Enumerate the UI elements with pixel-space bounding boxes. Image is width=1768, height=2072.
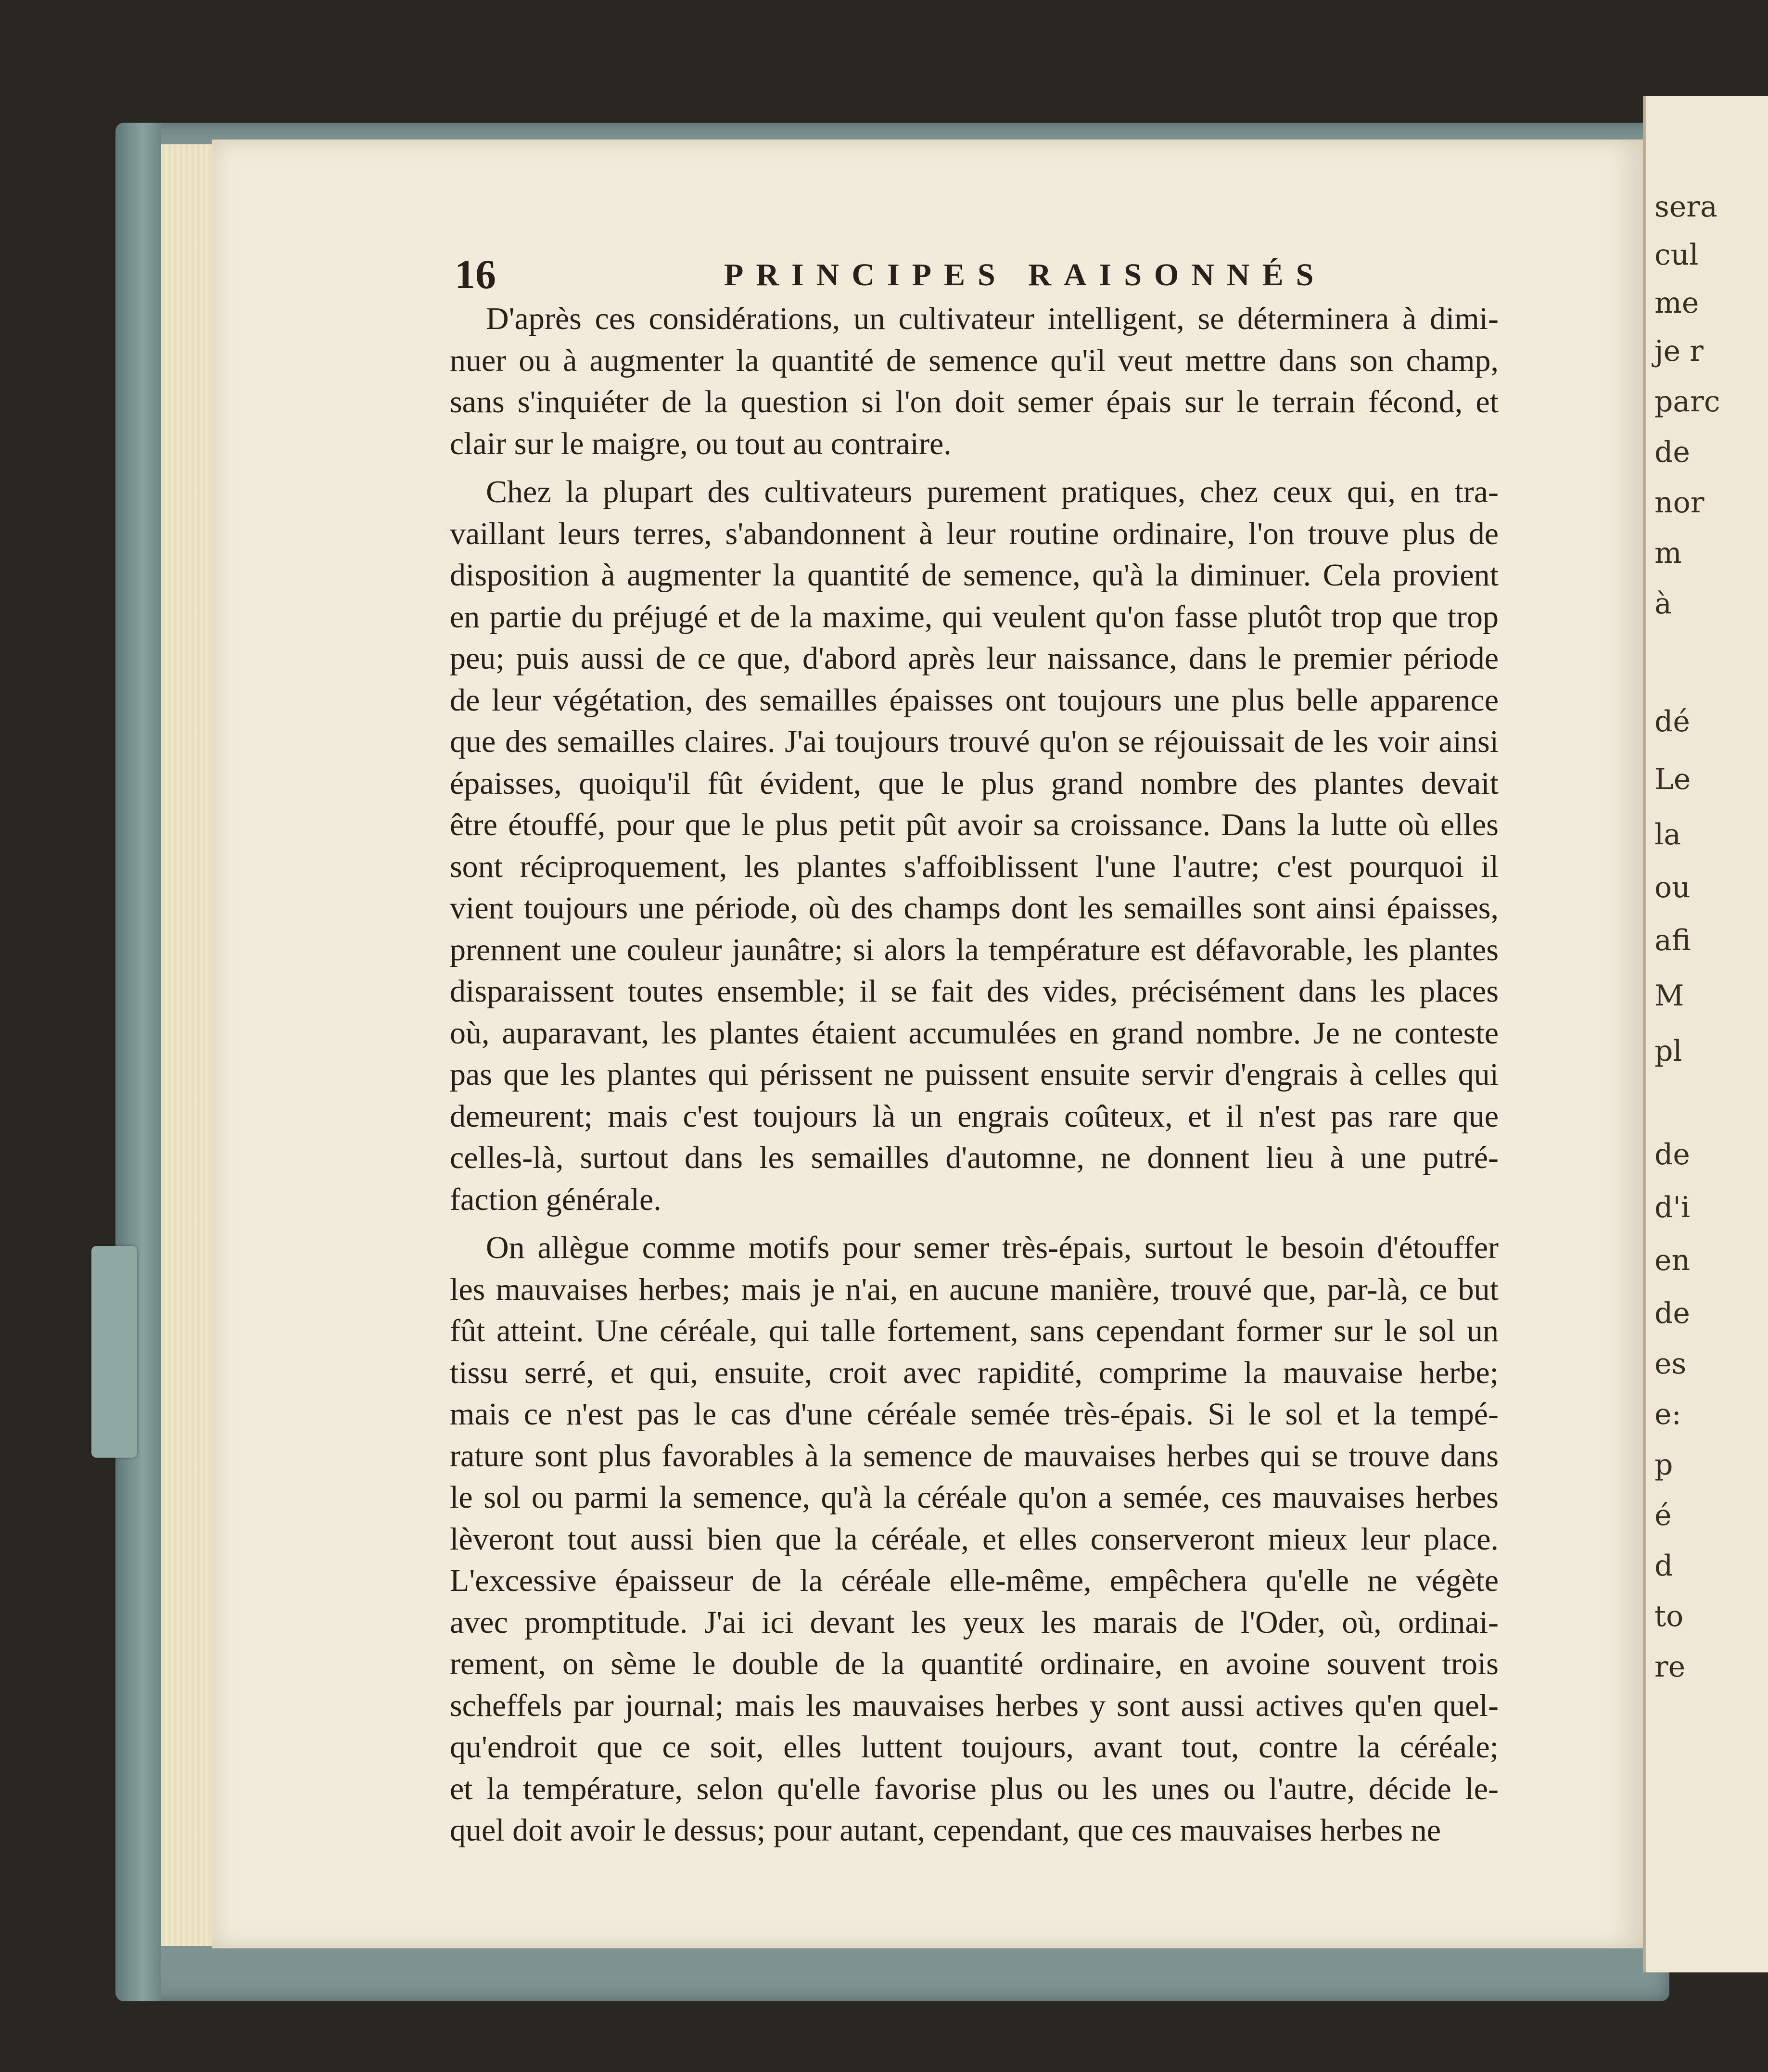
facing-page-fragment: e: bbox=[1654, 1398, 1681, 1431]
facing-page-fragment: pl bbox=[1654, 1034, 1682, 1068]
bookmark-ribbon bbox=[91, 1246, 137, 1458]
text-line: rature sont plus favorables à la semence de mauvaises herbes qui se trouve dans bbox=[450, 1438, 1499, 1474]
running-title: PRINCIPES RAISONNÉS bbox=[724, 257, 1326, 292]
facing-page-fragment: cul bbox=[1654, 238, 1699, 272]
text-line: et la température, selon qu'elle favorise plus ou les unes ou l'autre, décide le- bbox=[450, 1771, 1499, 1806]
facing-page-fragment: à bbox=[1654, 587, 1672, 621]
text-line: mais ce n'est pas le cas d'une céréale semée très-épais. Si le sol et la tempé- bbox=[450, 1397, 1499, 1432]
text-line: en partie du préjugé et de la maxime, qui veulent qu'on fasse plutôt trop que trop bbox=[450, 599, 1499, 635]
facing-page-fragment: je r bbox=[1654, 334, 1704, 368]
facing-page-fragment: es bbox=[1654, 1347, 1687, 1381]
text-line: vaillant leurs terres, s'abandonnent à leur routine ordinaire, l'on trouve plus de bbox=[450, 516, 1499, 551]
paragraph bbox=[450, 471, 1499, 1220]
page-header bbox=[455, 250, 1513, 303]
facing-page-fragment: M bbox=[1654, 979, 1684, 1013]
facing-page-fragment: la bbox=[1654, 818, 1681, 852]
facing-page-fragment: parc bbox=[1654, 385, 1720, 419]
facing-page-fragment: Le bbox=[1654, 763, 1691, 796]
page-stack-edge bbox=[161, 144, 212, 1946]
text-line: faction générale. bbox=[450, 1182, 661, 1217]
text-line: clair sur le maigre, ou tout au contraire. bbox=[450, 426, 952, 461]
text-line: quel doit avoir le dessus; pour autant, cependant, que ces mauvaises herbes ne bbox=[450, 1813, 1441, 1848]
text-line: le sol ou parmi la semence, qu'à la céréale qu'on a semée, ces mauvaises herbes bbox=[450, 1480, 1499, 1515]
text-line: celles-là, surtout dans les semailles d'automne, ne donnent lieu à une putré- bbox=[450, 1140, 1499, 1175]
text-line: être étouffé, pour que le plus petit pût avoir sa croissance. Dans la lutte où elles bbox=[450, 807, 1499, 842]
paragraph bbox=[450, 1227, 1499, 1852]
text-line: On allègue comme motifs pour semer très-épais, surtout le besoin d'étouffer bbox=[486, 1230, 1499, 1265]
text-line: prennent une couleur jaunâtre; si alors la température est défavorable, les plantes bbox=[450, 932, 1499, 967]
body-text bbox=[450, 298, 1499, 1852]
facing-page-fragment: de bbox=[1654, 1297, 1690, 1330]
text-line: sans s'inquiéter de la question si l'on doit semer épais sur le terrain fécond, et bbox=[450, 384, 1499, 419]
text-line: sont réciproquement, les plantes s'affoiblissent l'une l'autre; c'est pourquoi il bbox=[450, 849, 1499, 884]
facing-page-fragment: to bbox=[1654, 1600, 1684, 1633]
text-line: vient toujours une période, où des champs dont les semailles sont ainsi épaisses, bbox=[450, 890, 1499, 926]
text-line: disparaissent toutes ensemble; il se fait des vides, précisément dans les places bbox=[450, 974, 1499, 1009]
facing-page-fragment: d bbox=[1654, 1549, 1673, 1583]
facing-page-fragment: ou bbox=[1654, 871, 1691, 904]
text-line: de leur végétation, des semailles épaisses ont toujours une plus belle apparence bbox=[450, 682, 1499, 718]
text-line: les mauvaises herbes; mais je n'ai, en aucune manière, trouvé que, par-là, ce but bbox=[450, 1271, 1499, 1307]
text-line: demeurent; mais c'est toujours là un engrais coûteux, et il n'est pas rare que bbox=[450, 1098, 1499, 1134]
facing-page-fragment: é bbox=[1654, 1499, 1672, 1532]
text-line: épaisses, quoiqu'il fût évident, que le plus grand nombre des plantes devait bbox=[450, 765, 1499, 801]
facing-page-fragment: me bbox=[1654, 286, 1699, 320]
text-line: qu'endroit que ce soit, elles luttent toujours, avant tout, contre la céréale; bbox=[450, 1729, 1499, 1765]
cover-spine-edge bbox=[115, 123, 161, 2001]
text-line: peu; puis aussi de ce que, d'abord après leur naissance, dans le premier période bbox=[450, 641, 1499, 676]
facing-page-fragment: p bbox=[1654, 1448, 1673, 1482]
text-line: scheffels par journal; mais les mauvaises herbes y sont aussi actives qu'en quel- bbox=[450, 1688, 1499, 1723]
facing-page-fragment: sera bbox=[1654, 190, 1717, 224]
text-line: rement, on sème le double de la quantité ordinaire, en avoine souvent trois bbox=[450, 1646, 1499, 1681]
text-line: disposition à augmenter la quantité de semence, qu'à la diminuer. Cela provient bbox=[450, 558, 1499, 593]
text-line: D'après ces considérations, un cultivateur intelligent, se déterminera à dimi- bbox=[486, 301, 1499, 336]
text-line: où, auparavant, les plantes étaient accumulées en grand nombre. Je ne conteste bbox=[450, 1015, 1499, 1051]
facing-page-fragment: re bbox=[1654, 1650, 1686, 1684]
page-number: 16 bbox=[455, 251, 496, 297]
facing-page-fragment: nor bbox=[1654, 486, 1704, 520]
facing-page-fragment: en bbox=[1654, 1244, 1691, 1277]
facing-page-fragment: de bbox=[1654, 1138, 1690, 1171]
text-line: L'excessive épaisseur de la céréale elle-même, empêchera qu'elle ne végète bbox=[450, 1563, 1499, 1598]
text-line: pas que les plantes qui périssent ne puissent ensuite servir d'engrais à celles qui bbox=[450, 1057, 1499, 1092]
text-line: tissu serré, et qui, ensuite, croit avec rapidité, comprime la mauvaise herbe; bbox=[450, 1355, 1499, 1390]
text-line: Chez la plupart des cultivateurs purement pratiques, chez ceux qui, en tra- bbox=[486, 474, 1499, 509]
text-line: lèveront tout aussi bien que la céréale, et elles conserveront mieux leur place. bbox=[450, 1521, 1499, 1557]
text-line: fût atteint. Une céréale, qui talle fortement, sans cependant former sur le sol un bbox=[450, 1313, 1499, 1348]
text-line: que des semailles claires. J'ai toujours trouvé qu'on se réjouissait de les voir ainsi bbox=[450, 724, 1499, 759]
facing-page-fragment: d'i bbox=[1654, 1191, 1691, 1224]
facing-page-fragment: de bbox=[1654, 435, 1690, 469]
text-line: avec promptitude. J'ai ici devant les yeux les marais de l'Oder, où, ordinai- bbox=[450, 1604, 1499, 1640]
text-line: nuer ou à augmenter la quantité de semence qu'il veut mettre dans son champ, bbox=[450, 343, 1499, 378]
facing-page-fragment: dé bbox=[1654, 705, 1690, 738]
paragraph bbox=[450, 298, 1499, 465]
facing-page-fragment: afi bbox=[1654, 924, 1691, 957]
facing-page bbox=[1643, 96, 1768, 1972]
facing-page-fragment: m bbox=[1654, 536, 1682, 570]
